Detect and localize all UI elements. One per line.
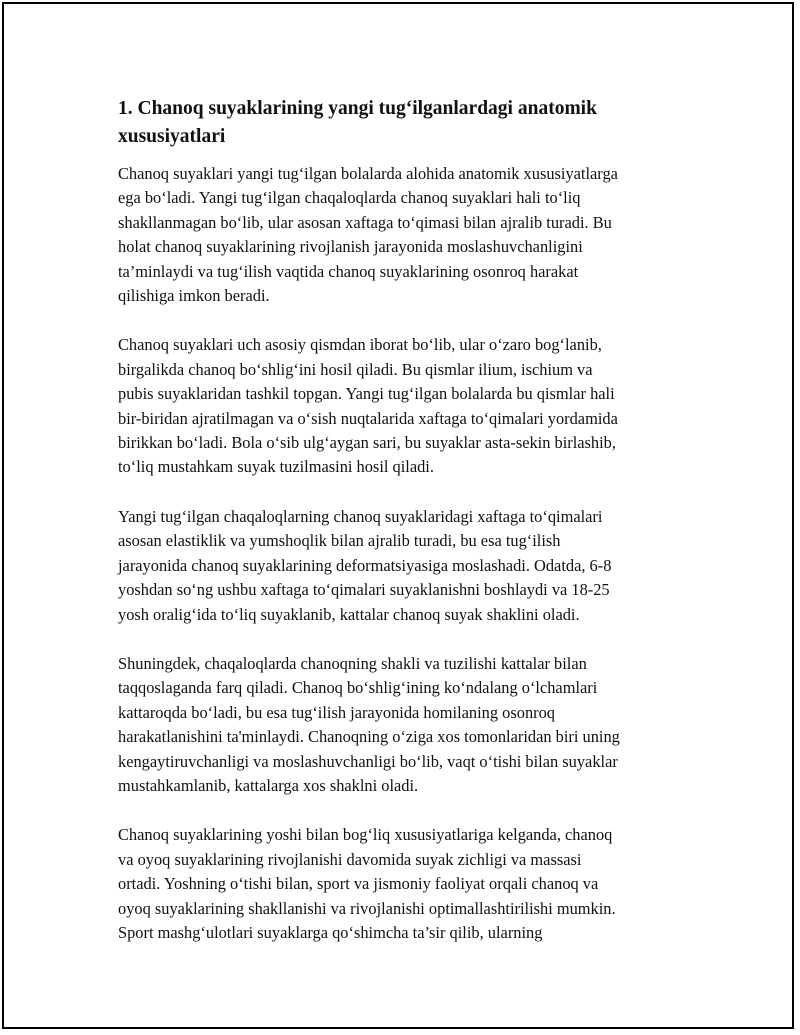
paragraph-2: Chanoq suyaklari uch asosiy qismdan iborat bo‘lib, ular o‘zaro bog‘lanib, birgalikda chanoq bo‘shlig‘ini hosil qiladi. Bu qismlar ilium, ischium va pubis suyaklaridan tashkil topgan. Yangi tug‘ilgan bolalarda bu qismlar hali bir-biridan ajratilmagan va o‘sish nuqtalarida xaftaga to‘qimalari yordamida birikkan bo‘ladi. Bola o‘sib ulg‘aygan sari, bu suyaklar asta-sekin birlashib, to‘liq mustahkam suyak tuzilmasini hosil qiladi. (118, 335, 618, 477)
section-heading: 1. Chanoq suyaklarining yangi tug‘ilganlardagi anatomik xususiyatlari (118, 98, 597, 147)
paragraph-1: Chanoq suyaklari yangi tug‘ilgan bolalarda alohida anatomik xususiyatlarga ega bo‘ladi. Yangi tug‘ilgan chaqaloqlarda chanoq suyaklari hali to‘liq shakllanmagan bo‘lib, ular asosan xaftaga to‘qimasi bilan ajralib turadi. Bu holat chanoq suyaklarining rivojlanish jarayonida moslashuvchanligini ta’minlaydi va tug‘ilish vaqtida chanoq suyaklarining osonroq harakat qilishiga imkon beradi. (118, 164, 618, 306)
paragraph-4: Shuningdek, chaqaloqlarda chanoqning shakli va tuzilishi kattalar bilan taqqoslaganda farq qiladi. Chanoq bo‘shlig‘ining ko‘ndalang o‘lchamlari kattaroqda bo‘ladi, bu esa tug‘ilish jarayonida homilaning osonroq harakatlanishini ta'minlaydi. Chanoqning o‘ziga xos tomonlaridan biri uning kengaytiruvchanligi va moslashuvchanligi bo‘lib, vaqt o‘tishi bilan suyaklar mustahkamlanib, kattalarga xos shaklni oladi. (118, 653, 620, 795)
document-body (118, 95, 680, 970)
paragraph-3: Yangi tug‘ilgan chaqaloqlarning chanoq suyaklaridagi xaftaga to‘qimalari asosan elastiklik va yumshoqlik bilan ajralib turadi, bu esa tug‘ilish jarayonida chanoq suyaklarining deformatsiyasiga moslashadi. Odatda, 6-8 yoshdan so‘ng ushbu xaftaga to‘qimalari suyaklanishni boshlaydi va 18-25 yosh oralig‘ida to‘liq suyaklanib, kattalar chanoq suyak shaklini oladi. (118, 506, 612, 624)
paragraph-5: Chanoq suyaklarining yoshi bilan bog‘liq xususiyatlariga kelganda, chanoq va oyoq suyaklarining rivojlanishi davomida suyak zichligi va massasi ortadi. Yoshning o‘tishi bilan, sport va jismoniy faoliyat orqali chanoq va oyoq suyaklarining shakllanishi va rivojlanishi optimallashtirilishi mumkin. Sport mashg‘ulotlari suyaklarga qo‘shimcha ta’sir qilib, ularning (118, 825, 616, 942)
